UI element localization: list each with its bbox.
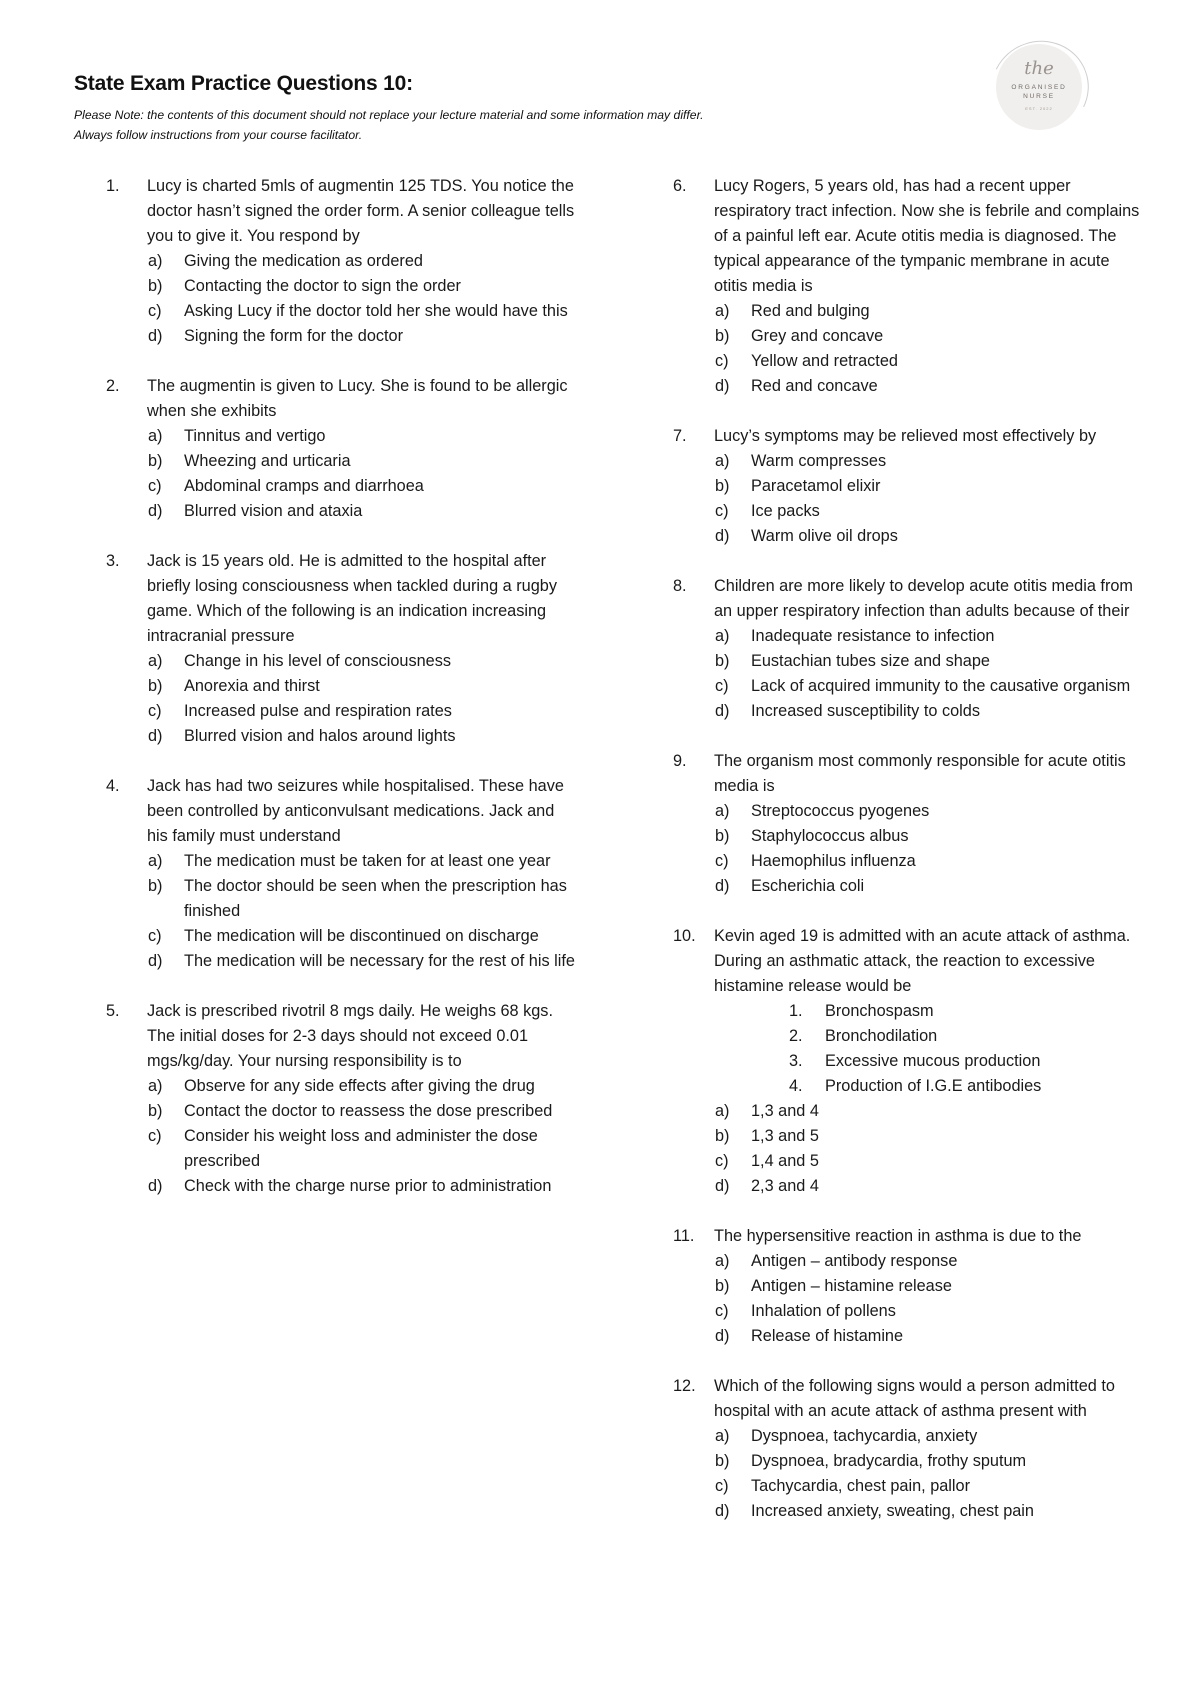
option-text: Giving the medication as ordered — [184, 252, 423, 270]
option-text: Increased susceptibility to colds — [751, 702, 980, 720]
questions-column-right — [673, 174, 1143, 1549]
option-text: 1,3 and 4 — [751, 1102, 819, 1120]
option-text: Change in his level of consciousness — [184, 652, 451, 670]
answer-option — [673, 1149, 1143, 1174]
answer-option — [673, 1099, 1143, 1124]
option-letter: a) — [715, 452, 730, 470]
question-number: 2. — [106, 377, 120, 395]
option-text: Yellow and retracted — [751, 352, 898, 370]
answer-option — [673, 1249, 1143, 1274]
question-item — [106, 174, 576, 349]
option-letter: c) — [715, 502, 729, 520]
question-stem — [106, 774, 576, 849]
option-text: Increased pulse and respiration rates — [184, 702, 452, 720]
option-letter: a) — [148, 1077, 163, 1095]
option-text: Release of histamine — [751, 1327, 904, 1345]
option-text: The doctor should be seen when the prescription has finished — [184, 877, 567, 920]
option-letter: d) — [715, 527, 730, 545]
statement-number: 1. — [789, 1002, 803, 1020]
answer-option — [673, 374, 1143, 399]
question-stem — [673, 924, 1143, 999]
answer-option — [673, 1424, 1143, 1449]
option-text: Wheezing and urticaria — [184, 452, 351, 470]
option-text: Lack of acquired immunity to the causative organism — [751, 677, 1131, 695]
question-text: Children are more likely to develop acute otitis media from an upper respiratory infection than adults because of their — [714, 577, 1133, 620]
answer-option — [673, 349, 1143, 374]
question-number: 10. — [673, 927, 696, 945]
question-number: 11. — [673, 1227, 695, 1245]
question-number: 8. — [673, 577, 687, 595]
option-letter: c) — [715, 677, 729, 695]
option-letter: b) — [715, 652, 730, 670]
option-text: Contact the doctor to reassess the dose prescribed — [184, 1102, 553, 1120]
option-text: Eustachian tubes size and shape — [751, 652, 990, 670]
answer-option — [673, 649, 1143, 674]
statement-number: 3. — [789, 1052, 803, 1070]
option-text: Check with the charge nurse prior to administration — [184, 1177, 552, 1195]
answer-option — [106, 674, 576, 699]
question-stem — [673, 749, 1143, 799]
option-text: The medication will be discontinued on discharge — [184, 927, 539, 945]
option-letter: a) — [148, 252, 163, 270]
question-item — [673, 749, 1143, 899]
question-stem — [673, 424, 1143, 449]
answer-option — [106, 949, 576, 974]
question-text: Lucy is charted 5mls of augmentin 125 TDS. You notice the doctor hasn’t signed the order form. A senior colleague tells you to give it. You respond by — [147, 177, 575, 245]
option-letter: a) — [715, 802, 730, 820]
statement-number: 4. — [789, 1077, 803, 1095]
statement-text: Bronchodilation — [825, 1027, 938, 1045]
question-number: 7. — [673, 427, 687, 445]
answer-option — [106, 1174, 576, 1199]
answer-option — [106, 449, 576, 474]
option-letter: d) — [148, 952, 163, 970]
option-text: Red and concave — [751, 377, 878, 395]
option-text: Red and bulging — [751, 302, 870, 320]
statement-text: Bronchospasm — [825, 1002, 934, 1020]
option-text: Streptococcus pyogenes — [751, 802, 930, 820]
question-item — [106, 549, 576, 749]
question-stem — [106, 374, 576, 424]
question-text: The hypersensitive reaction in asthma is due to the — [714, 1227, 1082, 1245]
option-letter: d) — [148, 727, 163, 745]
option-letter: b) — [715, 1127, 730, 1145]
statement-text: Production of I.G.E antibodies — [825, 1077, 1042, 1095]
option-text: Haemophilus influenza — [751, 852, 916, 870]
option-letter: c) — [715, 1152, 729, 1170]
option-letter: d) — [715, 877, 730, 895]
answer-option — [106, 474, 576, 499]
option-text: Tinnitus and vertigo — [184, 427, 326, 445]
option-text: The medication must be taken for at least one year — [184, 852, 551, 870]
option-text: Antigen – antibody response — [751, 1252, 958, 1270]
page-title: State Exam Practice Questions 10: — [74, 72, 413, 95]
option-letter: d) — [715, 702, 730, 720]
answer-option — [106, 724, 576, 749]
answer-option — [673, 499, 1143, 524]
disclaimer-line-1: Please Note: the contents of this document should not replace your lecture material and some information may differ. — [74, 108, 704, 122]
question-stem — [673, 1224, 1143, 1249]
option-letter: d) — [715, 1327, 730, 1345]
option-letter: a) — [715, 1252, 730, 1270]
question-stem — [106, 999, 576, 1074]
option-letter: a) — [715, 1427, 730, 1445]
answer-option — [106, 274, 576, 299]
option-letter: b) — [148, 677, 163, 695]
answer-option — [673, 824, 1143, 849]
question-item — [106, 374, 576, 524]
option-letter: d) — [148, 1177, 163, 1195]
answer-option — [673, 1124, 1143, 1149]
answer-option — [673, 699, 1143, 724]
answer-option — [673, 674, 1143, 699]
question-number: 4. — [106, 777, 120, 795]
question-stem — [673, 1374, 1143, 1424]
answer-option — [106, 1074, 576, 1099]
option-text: 1,4 and 5 — [751, 1152, 819, 1170]
option-letter: b) — [715, 1277, 730, 1295]
option-text: Increased anxiety, sweating, chest pain — [751, 1502, 1034, 1520]
option-letter: c) — [148, 302, 162, 320]
option-letter: b) — [715, 477, 730, 495]
option-letter: a) — [148, 427, 163, 445]
option-letter: b) — [715, 327, 730, 345]
option-letter: c) — [715, 1302, 729, 1320]
option-letter: c) — [715, 352, 729, 370]
option-text: The medication will be necessary for the rest of his life — [184, 952, 575, 970]
option-text: Blurred vision and halos around lights — [184, 727, 456, 745]
answer-option — [106, 1124, 576, 1174]
option-text: Paracetamol elixir — [751, 477, 881, 495]
question-text: Lucy Rogers, 5 years old, has had a recent upper respiratory tract infection. Now she is febrile and complains of a painful left ear. Acute otitis media is diagnosed. The typical appearance of the tympanic membrane in acute otitis media is — [714, 177, 1140, 295]
answer-option — [673, 849, 1143, 874]
question-text: Jack has had two seizures while hospitalised. These have been controlled by anticonvulsant medications. Jack and his family must understand — [147, 777, 564, 845]
option-text: Observe for any side effects after giving the drug — [184, 1077, 535, 1095]
option-letter: a) — [715, 302, 730, 320]
option-letter: c) — [148, 702, 162, 720]
option-text: Dyspnoea, tachycardia, anxiety — [751, 1427, 978, 1445]
question-stem — [106, 174, 576, 249]
organised-nurse-logo — [996, 44, 1082, 130]
question-item — [673, 1224, 1143, 1349]
question-number: 6. — [673, 177, 687, 195]
option-letter: d) — [148, 327, 163, 345]
answer-option — [673, 1449, 1143, 1474]
option-letter: c) — [715, 1477, 729, 1495]
question-number: 12. — [673, 1377, 696, 1395]
answer-option — [106, 324, 576, 349]
question-stem — [673, 574, 1143, 624]
logo-word-nurse: NURSE — [1023, 93, 1055, 100]
question-number: 5. — [106, 1002, 120, 1020]
option-letter: b) — [148, 277, 163, 295]
option-text: Inhalation of pollens — [751, 1302, 896, 1320]
option-text: Staphylococcus albus — [751, 827, 909, 845]
numbered-statement — [673, 999, 1143, 1024]
option-text: Warm olive oil drops — [751, 527, 898, 545]
answer-option — [673, 1274, 1143, 1299]
option-text: Asking Lucy if the doctor told her she would have this — [184, 302, 568, 320]
answer-option — [673, 1174, 1143, 1199]
option-text: Blurred vision and ataxia — [184, 502, 363, 520]
questions-column-left — [106, 174, 576, 1224]
question-text: Lucy’s symptoms may be relieved most effectively by — [714, 427, 1097, 445]
option-letter: b) — [715, 1452, 730, 1470]
answer-option — [106, 424, 576, 449]
question-text: The organism most commonly responsible for acute otitis media is — [714, 752, 1126, 795]
question-item — [673, 424, 1143, 549]
option-text: Warm compresses — [751, 452, 887, 470]
statement-number: 2. — [789, 1027, 803, 1045]
logo-established: EST. 2022 — [1025, 106, 1053, 111]
question-stem — [673, 174, 1143, 299]
option-text: Contacting the doctor to sign the order — [184, 277, 461, 295]
question-item — [673, 1374, 1143, 1524]
statement-text: Excessive mucous production — [825, 1052, 1041, 1070]
answer-option — [106, 874, 576, 924]
question-item — [106, 774, 576, 974]
numbered-statement — [673, 1049, 1143, 1074]
option-text: Anorexia and thirst — [184, 677, 320, 695]
answer-option — [673, 524, 1143, 549]
answer-option — [673, 874, 1143, 899]
answer-option — [673, 1299, 1143, 1324]
answer-option — [673, 324, 1143, 349]
answer-option — [106, 924, 576, 949]
question-text: Kevin aged 19 is admitted with an acute attack of asthma. During an asthmatic attack, the reaction to excessive histamine release would be — [714, 927, 1131, 995]
option-text: Consider his weight loss and administer the dose prescribed — [184, 1127, 538, 1170]
answer-option — [673, 1499, 1143, 1524]
option-text: Signing the form for the doctor — [184, 327, 404, 345]
disclaimer-line-2: Always follow instructions from your course facilitator. — [74, 128, 363, 142]
option-text: 2,3 and 4 — [751, 1177, 819, 1195]
option-letter: d) — [148, 502, 163, 520]
answer-option — [673, 1474, 1143, 1499]
question-item — [673, 924, 1143, 1199]
numbered-statement — [673, 1024, 1143, 1049]
question-item — [106, 999, 576, 1199]
option-letter: c) — [148, 1127, 162, 1145]
question-item — [673, 574, 1143, 724]
question-text: Jack is 15 years old. He is admitted to the hospital after briefly losing consciousness when tackled during a rugby game. Which of the following is an indication increasing intracranial pressure — [147, 552, 557, 645]
logo-word-organised: ORGANISED — [1011, 84, 1067, 91]
numbered-statement — [673, 1074, 1143, 1099]
option-letter: b) — [148, 1102, 163, 1120]
option-letter: a) — [715, 1102, 730, 1120]
option-letter: b) — [148, 877, 163, 895]
option-text: Grey and concave — [751, 327, 884, 345]
answer-option — [673, 474, 1143, 499]
answer-option — [673, 624, 1143, 649]
answer-option — [106, 699, 576, 724]
option-letter: c) — [148, 477, 162, 495]
answer-option — [106, 249, 576, 274]
option-text: Ice packs — [751, 502, 820, 520]
answer-option — [106, 849, 576, 874]
option-text: Dyspnoea, bradycardia, frothy sputum — [751, 1452, 1027, 1470]
answer-option — [673, 1324, 1143, 1349]
logo-script-text: the — [1024, 58, 1054, 79]
option-letter: a) — [148, 652, 163, 670]
option-text: Inadequate resistance to infection — [751, 627, 995, 645]
option-letter: b) — [715, 827, 730, 845]
option-letter: c) — [715, 852, 729, 870]
question-text: Which of the following signs would a person admitted to hospital with an acute attack of asthma present with — [714, 1377, 1115, 1420]
answer-option — [106, 649, 576, 674]
answer-option — [106, 499, 576, 524]
question-number: 9. — [673, 752, 687, 770]
option-letter: d) — [715, 1502, 730, 1520]
answer-option — [673, 799, 1143, 824]
answer-option — [673, 299, 1143, 324]
question-text: Jack is prescribed rivotril 8 mgs daily. He weighs 68 kgs. The initial doses for 2-3 days should not exceed 0.01 mgs/kg/day. Your nursing responsibility is to — [147, 1002, 553, 1070]
answer-option — [106, 299, 576, 324]
option-text: Tachycardia, chest pain, pallor — [751, 1477, 971, 1495]
option-text: Abdominal cramps and diarrhoea — [184, 477, 424, 495]
question-stem — [106, 549, 576, 649]
answer-option — [106, 1099, 576, 1124]
option-letter: a) — [715, 627, 730, 645]
option-letter: d) — [715, 1177, 730, 1195]
question-item — [673, 174, 1143, 399]
question-number: 1. — [106, 177, 120, 195]
question-number: 3. — [106, 552, 120, 570]
option-letter: a) — [148, 852, 163, 870]
option-letter: c) — [148, 927, 162, 945]
option-text: Antigen – histamine release — [751, 1277, 952, 1295]
question-text: The augmentin is given to Lucy. She is found to be allergic when she exhibits — [147, 377, 568, 420]
answer-option — [673, 449, 1143, 474]
option-text: Escherichia coli — [751, 877, 865, 895]
option-letter: b) — [148, 452, 163, 470]
option-letter: d) — [715, 377, 730, 395]
option-text: 1,3 and 5 — [751, 1127, 819, 1145]
